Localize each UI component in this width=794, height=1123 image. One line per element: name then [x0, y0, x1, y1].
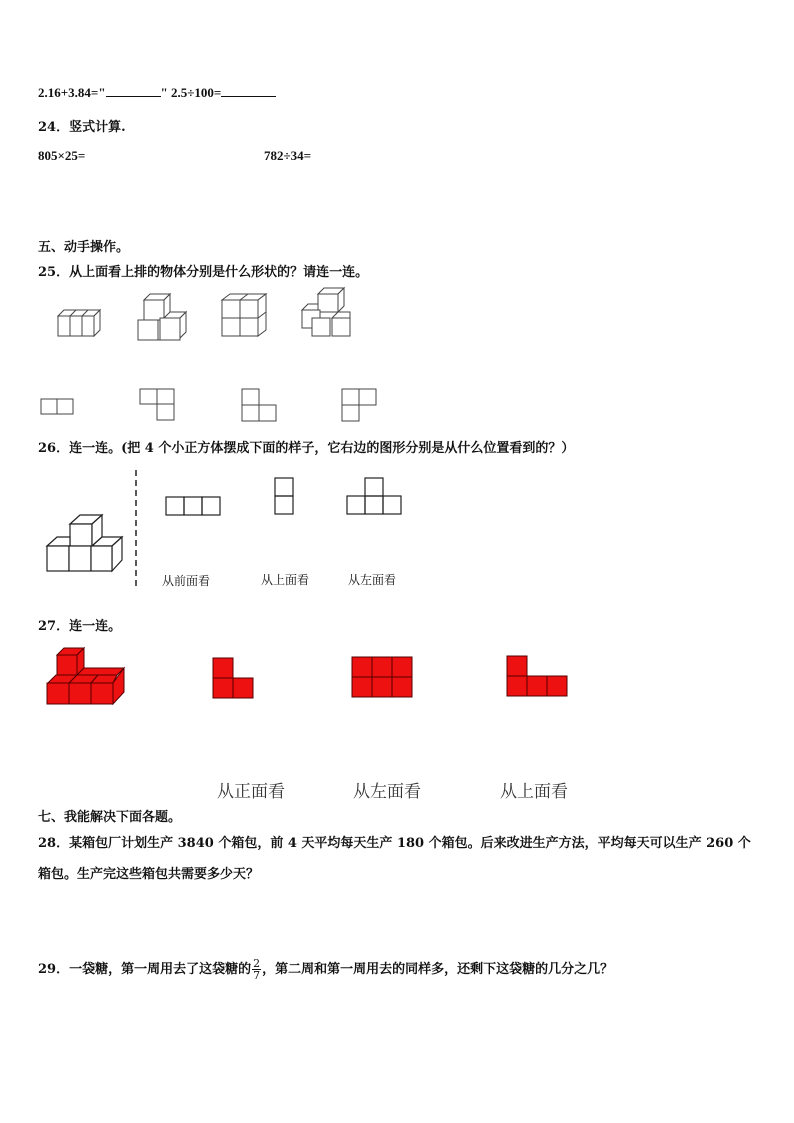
- q24-expr1: 805×25=: [38, 148, 86, 163]
- q28-line2: 箱包。生产完这些箱包共需要多少天？: [38, 867, 260, 882]
- q28-line1: 28．某箱包厂计划生产 3840 个箱包，前 4 天平均每天生产 180 个箱包。后来改进生产方法，平均每天可以生产 260 个: [38, 836, 751, 851]
- q29-fraction: [252, 958, 261, 981]
- section5-title: 五、动手操作。: [38, 240, 130, 255]
- q27-view-label-1: 从正面看: [217, 782, 285, 802]
- q26-title: 26．连一连。(把 4 个小正方体摆成下面的样子，它右边的图形分别是从什么位置看到的？）: [38, 441, 575, 456]
- q27-view-label-3: 从上面看: [500, 782, 568, 802]
- q24-title: 24．竖式计算.: [38, 120, 126, 135]
- q23-expr1: 2.16+3.84=": [38, 85, 106, 100]
- q27-red-cube-stack: [47, 648, 124, 704]
- q29-frac-num: 2: [253, 957, 261, 970]
- q29-frac-den: 7: [253, 969, 261, 982]
- q23-quote-close: ": [160, 85, 168, 100]
- q23-expr2: 2.5÷100=: [171, 85, 222, 100]
- q29-after: ，第二周和第一周用去的同样多，还剩下这袋糖的几分之几？: [262, 962, 614, 977]
- q29-before: 29．一袋糖，第一周用去了这袋糖的: [38, 962, 252, 977]
- q26-view-label-2: 从上面看: [261, 573, 310, 587]
- q29-line: [38, 958, 613, 981]
- q26-view-label-3: 从左面看: [348, 573, 397, 587]
- q27-view-label-2: 从左面看: [353, 782, 421, 802]
- q25-title: 25．从上面看上排的物体分别是什么形状的？请连一连。: [38, 265, 369, 280]
- q27-title: 27．连一连。: [38, 619, 122, 634]
- q27-view-3: [507, 656, 567, 696]
- section7-title: 七、我能解决下面各题。: [38, 810, 182, 825]
- q27-view-1: [213, 658, 253, 698]
- q24-expr2: 782÷34=: [264, 148, 312, 163]
- q27-view-2: [352, 657, 412, 697]
- q26-view-label-1: 从前面看: [162, 574, 211, 588]
